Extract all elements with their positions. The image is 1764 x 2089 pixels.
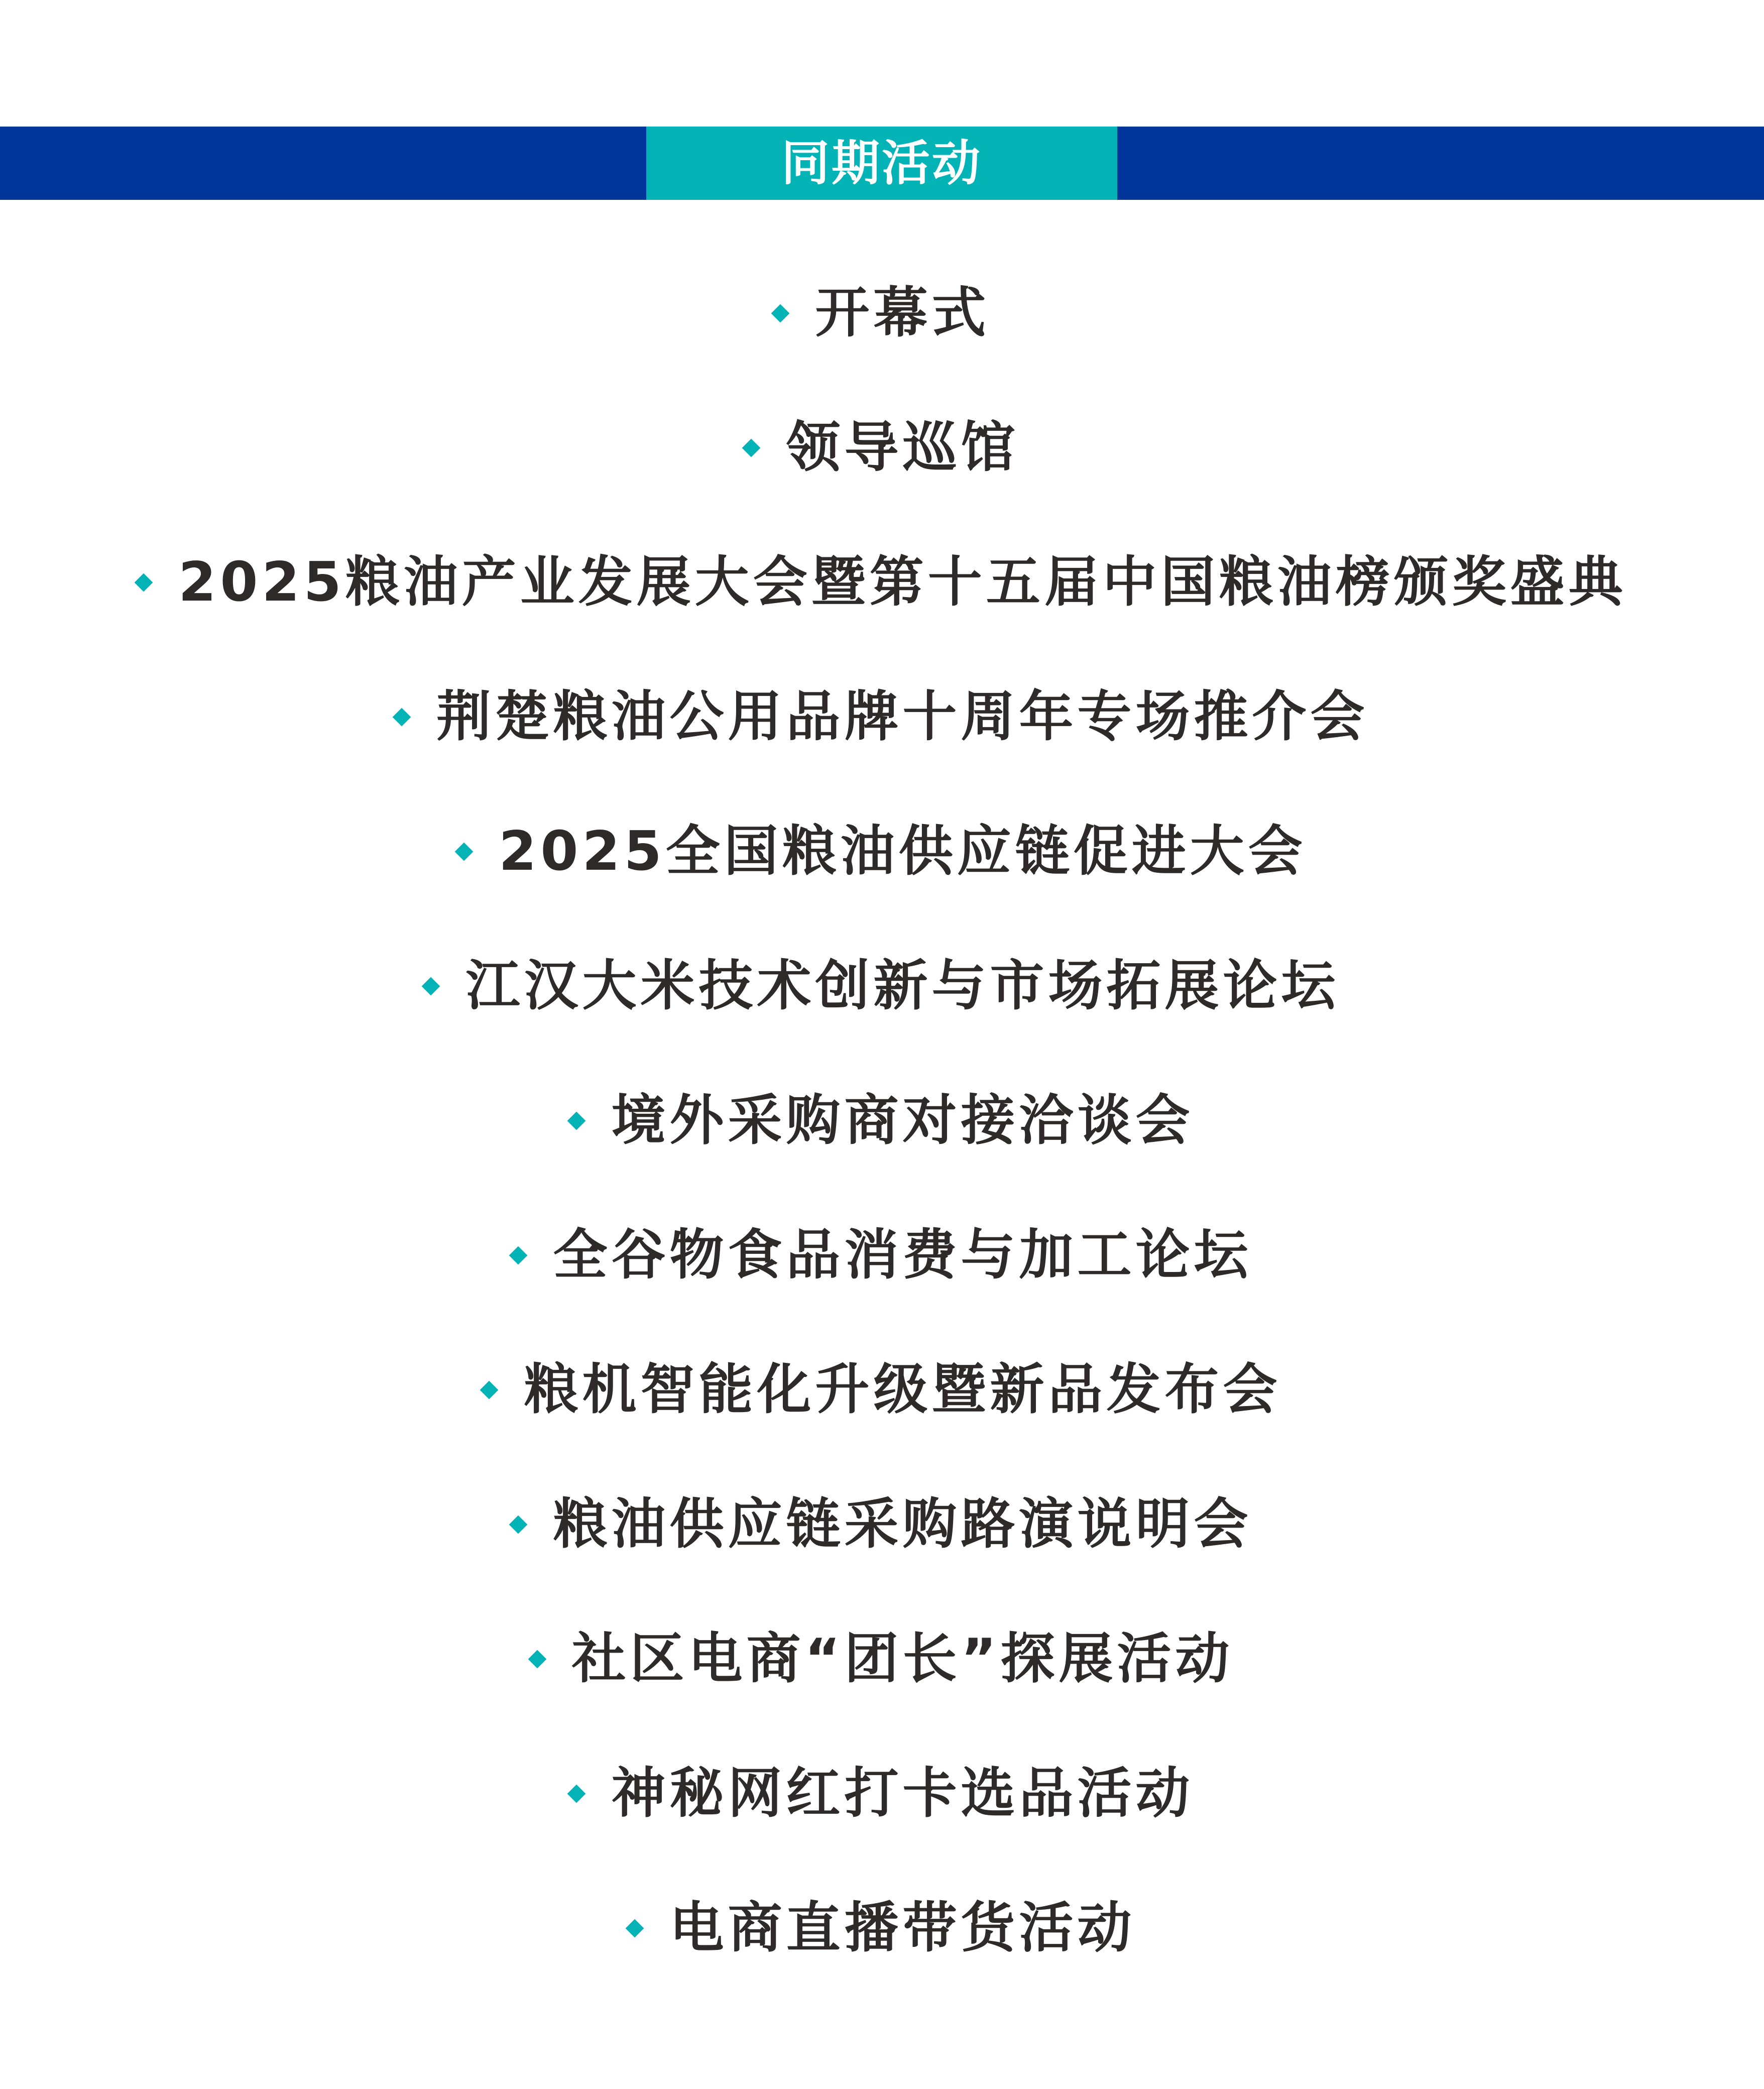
activity-label: 社区电商“团长”探展活动 xyxy=(571,1628,1234,1690)
list-item xyxy=(0,674,1764,808)
list-item xyxy=(0,1885,1764,2020)
diamond-bullet-icon xyxy=(509,1246,528,1265)
diamond-bullet-icon xyxy=(422,977,440,996)
list-item xyxy=(0,1212,1764,1347)
activity-label: 境外采购商对接洽谈会 xyxy=(611,1089,1194,1152)
diamond-bullet-icon xyxy=(626,1919,644,1938)
list-item xyxy=(0,1616,1764,1751)
diamond-bullet-icon xyxy=(455,843,474,861)
activity-label: 领导巡馆 xyxy=(786,416,1019,479)
activity-list xyxy=(0,270,1764,2020)
list-item xyxy=(0,1751,1764,1885)
activity-label: 神秘网红打卡选品活动 xyxy=(611,1762,1194,1825)
diamond-bullet-icon xyxy=(742,439,761,457)
activity-label: 粮机智能化升级暨新品发布会 xyxy=(524,1358,1281,1421)
activity-label: 电商直播带货活动 xyxy=(669,1897,1136,1959)
list-item xyxy=(0,270,1764,405)
diamond-bullet-icon xyxy=(771,304,790,323)
diamond-bullet-icon xyxy=(509,1516,528,1534)
activity-label: 全谷物食品消费与加工论坛 xyxy=(553,1224,1252,1287)
list-item xyxy=(0,943,1764,1078)
list-item xyxy=(0,1078,1764,1212)
diamond-bullet-icon xyxy=(135,573,153,592)
activity-label: 荆楚粮油公用品牌十周年专场推介会 xyxy=(436,685,1369,748)
list-item xyxy=(0,539,1764,674)
activity-label: 2025粮油产业发展大会暨第十五届中国粮油榜颁奖盛典 xyxy=(178,551,1627,614)
diamond-bullet-icon xyxy=(567,1112,586,1130)
diamond-bullet-icon xyxy=(393,708,411,727)
diamond-bullet-icon xyxy=(528,1650,546,1669)
header-tab xyxy=(646,127,1117,200)
list-item xyxy=(0,1481,1764,1616)
diamond-bullet-icon xyxy=(567,1785,586,1803)
activity-label: 开幕式 xyxy=(815,282,990,344)
activity-label: 2025全国粮油供应链促进大会 xyxy=(499,820,1307,883)
diamond-bullet-icon xyxy=(480,1381,499,1400)
section-title: 同期活动 xyxy=(781,135,982,191)
list-item xyxy=(0,405,1764,539)
list-item xyxy=(0,1347,1764,1481)
list-item xyxy=(0,808,1764,943)
activity-label: 江汉大米技术创新与市场拓展论坛 xyxy=(465,955,1340,1017)
activity-label: 粮油供应链采购路演说明会 xyxy=(553,1493,1252,1556)
